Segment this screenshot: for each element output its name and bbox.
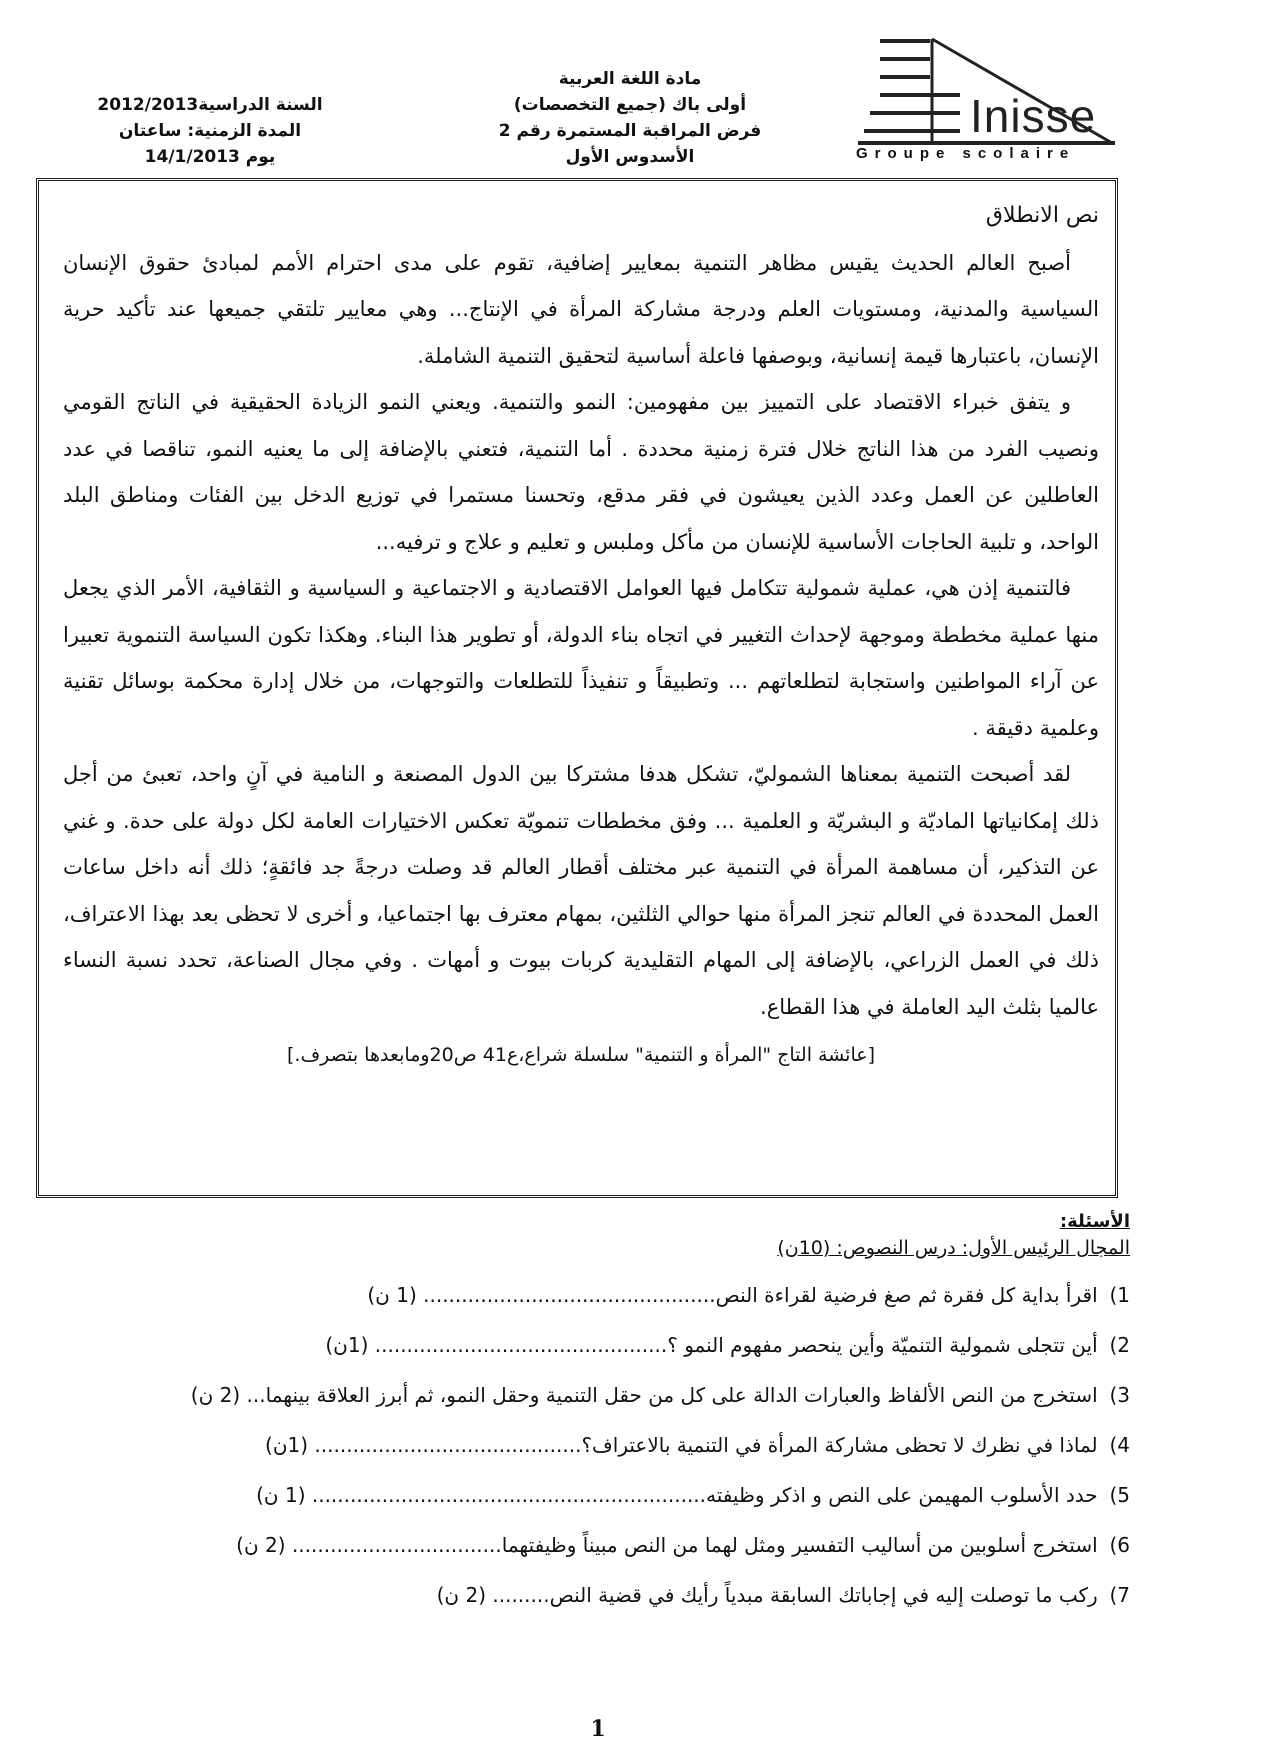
exam-title: فرض المراقبة المستمرة رقم 2 (498, 121, 762, 141)
question-text: لماذا في نظرك لا تحظى مشاركة المرأة في التنمية بالاعتراف؟ (581, 1433, 1098, 1457)
subject-title: مادة اللغة العربية (558, 69, 702, 89)
question-number: 4) (1109, 1433, 1130, 1457)
semester-label: الأسدوس الأول (565, 147, 695, 167)
exam-duration: المدة الزمنية: ساعتان (118, 121, 302, 141)
text-paragraph: أصبح العالم الحديث يقيس مظاهر التنمية بمعايير إضافية، تقوم على مدى احترام الأمم لمبادئ حقوق الإنسان السياسية والمدنية، ومستويات العلم ودرجة مشاركة المرأة في الإنتاج... وهي معايير تلتقي جميعها عند تأكيد حرية الإنسان، باعتبارها قيمة إنسانية، وبوصفها فاعلة أساسية لتحقيق التنمية الشاملة. (63, 250, 1099, 368)
question-dots: .......................................... (314, 1433, 582, 1457)
question-number: 7) (1109, 1583, 1130, 1607)
question-points: (2 ن) (190, 1383, 241, 1407)
header-info-middle (460, 66, 800, 170)
question-points: (2 ن) (436, 1583, 487, 1607)
exam-header (60, 26, 1120, 176)
question-dots: .............................................. (423, 1283, 716, 1307)
question-dots: ......... (492, 1583, 550, 1607)
source-text (63, 193, 1099, 1079)
question-points: (1 ن) (256, 1483, 306, 1507)
question-text: اقرأ بداية كل فقرة ثم صغ فرضية لقراءة النص (715, 1283, 1098, 1307)
text-paragraph: و يتفق خبراء الاقتصاد على التمييز بين مفهومين: النمو والتنمية. ويعني النمو الزيادة الحقيقية في الناتج القومي ونصيب الفرد من هذا الناتج خلال فترة زمنية محددة . أما التنمية، فتعني بالإضافة إلى ما يعنيه النمو، تناقصا في عدد العاطلين عن العمل وعدد الذين يعيشون في فقر مدقع، وتحسنا مستمرا في توزيع الدخل بين الفئات ومناطق البلد الواحد، و تلبية الحاجات الأساسية للإنسان من مأكل وملبس و تعليم و علاج و ترفيه... (63, 390, 1099, 554)
text-paragraph: لقد أصبحت التنمية بمعناها الشموليّ، تشكل هدفا مشتركا بين الدول المصنعة و النامية في آنٍ واحد، تعبئ من أجل ذلك إمكانياتها الماديّة و البشريّة و العلمية ... وفق مخططات تنمويّة تعكس الاختيارات العامة لكل دولة على حدة. و غني عن التذكير، أن مساهمة المرأة في التنمية عبر مختلف أقطار العالم قد وصلت درجةً جد فائقةٍ؛ ذلك أنه داخل ساعات العمل المحددة في العالم تنجز المرأة منها حوالي الثلثين، بمهام معترف بها اجتماعيا، و أخرى لا تحظى بعد بهذا الاعتراف، ذلك في العمل الزراعي، بالإضافة إلى المهام التقليدية كربات بيوت و أمهات . وفي مجال الصناعة، تحدد نسبة النساء عالميا بثلث اليد العاملة في هذا القطاع. (63, 762, 1099, 1019)
level-label: أولى باك (جميع التخصصات) (513, 95, 747, 115)
question-number: 2) (1109, 1333, 1130, 1357)
question-text: استخرج من النص الألفاظ والعبارات الدالة على كل من حقل التنمية وحقل النمو، ثم أبرز العلاقة بينهما (265, 1383, 1098, 1407)
question-dots: ... (246, 1383, 266, 1407)
question-dots: ................................. (291, 1533, 502, 1557)
questions-domain: المجال الرئيس الأول: درس النصوص: (10ن) (777, 1237, 1130, 1259)
question-number: 6) (1109, 1533, 1130, 1557)
question-item (60, 1270, 1130, 1320)
logo-subtitle: Groupe scolaire (856, 145, 1076, 162)
question-text: ركب ما توصلت إليه في إجاباتك السابقة مبدياً رأيك في قضية النص (549, 1583, 1098, 1607)
question-item (60, 1420, 1130, 1470)
question-number: 3) (1109, 1383, 1130, 1407)
text-source: [عائشة التاج "المرأة و التنمية" سلسلة شراع،ع41 ص20ومابعدها بتصرف.] (287, 1044, 875, 1066)
questions-heading: الأسئلة: (1059, 1211, 1130, 1232)
question-points: (1 ن) (367, 1283, 417, 1307)
question-text: أين تتجلى شمولية التنميّة وأين ينحصر مفهوم النمو ؟ (667, 1333, 1098, 1357)
question-text: استخرج أسلوبين من أساليب التفسير ومثل لهما من النص مبيناً وظيفتهما (501, 1533, 1098, 1557)
question-text: حدد الأسلوب المهيمن على النص و اذكر وظيفته (706, 1483, 1098, 1507)
question-points: (2 ن) (236, 1533, 286, 1557)
question-dots: .............................................. (374, 1333, 668, 1357)
question-item (60, 1470, 1130, 1520)
question-points: (1ن) (265, 1433, 309, 1457)
logo-name: Inisse (970, 90, 1097, 142)
question-number: 1) (1109, 1283, 1130, 1307)
question-item (60, 1520, 1130, 1570)
school-logo (850, 31, 1120, 161)
question-item (60, 1370, 1130, 1420)
page-number: 1 (590, 1716, 606, 1742)
school-year: السنة الدراسية2012/2013 (97, 95, 323, 115)
questions-section (60, 1210, 1130, 1620)
question-item (60, 1570, 1130, 1620)
header-info-left (80, 92, 340, 170)
question-dots: .............................................................. (311, 1483, 707, 1507)
text-title: نص الانطلاق (985, 203, 1099, 228)
question-points: (1ن) (325, 1333, 369, 1357)
question-number: 5) (1109, 1483, 1130, 1507)
text-paragraph: فالتنمية إذن هي، عملية شمولية تتكامل فيها العوامل الاقتصادية و الاجتماعية و السياسية و الثقافية، الأمر الذي يجعل منها عملية مخططة وموجهة لإحداث التغيير في اتجاه بناء الدولة، أو تطوير هذا البناء. وهكذا تكون السياسة التنموية تعبيرا عن آراء المواطنين واستجابة لتطلعاتهم ... وتطبيقاً و تنفيذاً للتطلعات والتوجهات، من خلال إدارة محكمة بوسائل تقنية وعلمية دقيقة . (63, 576, 1099, 740)
question-item (60, 1320, 1130, 1370)
source-text-box (36, 178, 1118, 1198)
exam-date: يوم 14/1/2013 (144, 147, 276, 167)
